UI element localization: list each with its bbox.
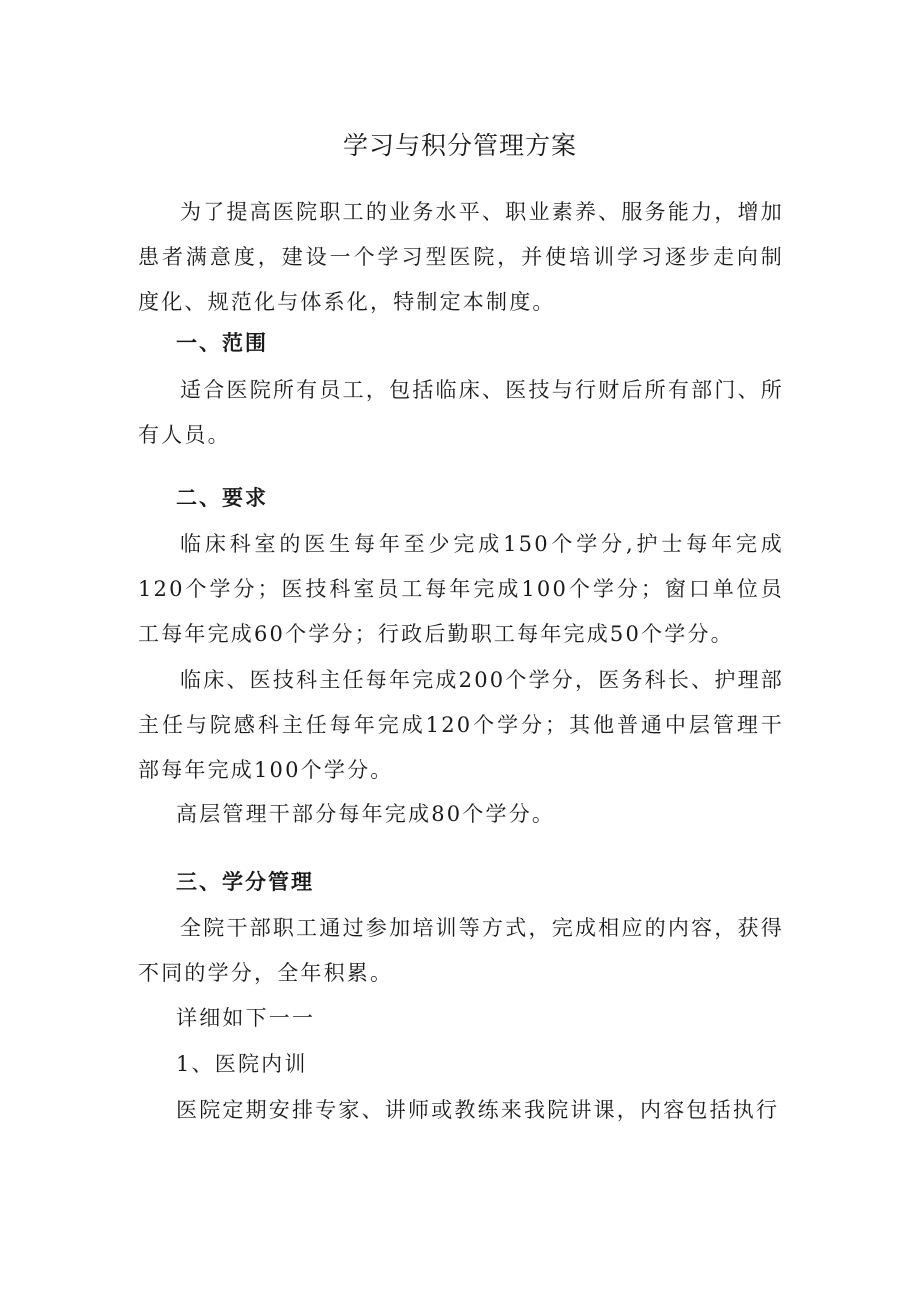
requirements-paragraph-3: 高层管理干部分每年完成80个学分。 — [176, 802, 556, 826]
section-heading-credit-management: 三、学分管理 — [176, 870, 314, 894]
scope-paragraph: 适合医院所有员工，包括临床、医技与行财后所有部门、所有人员。 — [138, 378, 784, 447]
intro-paragraph: 为了提高医院职工的业务水平、职业素养、服务能力，增加患者满意度，建设一个学习型医院，并使培训学习逐步走向制度化、规范化与体系化，特制定本制度。 — [138, 200, 784, 314]
document-title: 学习与积分管理方案 — [342, 131, 577, 160]
credit-management-paragraph: 全院干部职工通过参加培训等方式，完成相应的内容，获得不同的学分，全年积累。 — [138, 916, 784, 985]
item-1-heading: 1、医院内训 — [176, 1052, 308, 1076]
section-heading-requirements: 二、要求 — [176, 486, 268, 510]
detail-intro-line: 详细如下一一 — [176, 1006, 316, 1030]
section-heading-scope: 一、范围 — [176, 331, 268, 355]
requirements-paragraph-2: 临床、医技科主任每年完成200个学分，医务科长、护理部主任与院感科主任每年完成120个学分；其他普通中层管理干部每年完成100个学分。 — [138, 668, 784, 782]
requirements-paragraph-1: 临床科室的医生每年至少完成150个学分,护士每年完成120个学分；医技科室员工每年完成100个学分；窗口单位员工每年完成60个学分；行政后勤职工每年完成50个学分。 — [138, 532, 784, 646]
item-1-text: 医院定期安排专家、讲师或教练来我院讲课，内容包括执行 — [176, 1098, 780, 1122]
